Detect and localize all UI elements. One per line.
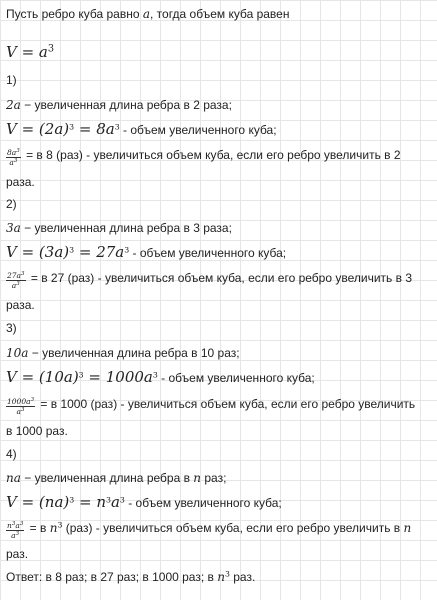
step-1-volume-line: $V = (2a)^3 = 8a^3$ - объем увеличенного куба; xyxy=(6,120,277,138)
step-2-fraction: $\frac{27a^3}{a^3}$ xyxy=(7,271,25,290)
step-4-edge-line: na − увеличенная длина ребра в n раз; xyxy=(6,471,227,485)
step-1-fraction: $\frac{8a^3}{a^3}$ xyxy=(7,148,20,167)
step-3-number: 3) xyxy=(6,321,17,335)
step-2-number: 2) xyxy=(6,197,17,211)
step-3-ratio-line: $\frac{1000a^3}{a^3}$ = в 1000 (раз) - увеличиться объем куба, если его ребро увеличить xyxy=(7,397,416,416)
step-4-volume-line: $V = (na)^3 = n^3a^3$ - объем увеличенного куба; xyxy=(6,493,282,511)
step-2-ratio-line: $\frac{27a^3}{a^3}$ = в 27 (раз) - увеличиться объем куба, если его ребро увеличить в 3 xyxy=(7,271,412,290)
step-2-continuation: раза. xyxy=(6,298,35,312)
step-1-ratio-line: $\frac{8a^3}{a^3}$ = в 8 (раз) - увеличиться объем куба, если его ребро увеличить в 2 xyxy=(7,148,401,167)
base-formula: $V = a^3$ xyxy=(6,43,55,61)
step-3-volume-line: $V = (10a)^3 = 1000a^3$ - объем увеличенного куба; xyxy=(6,368,315,386)
step-4-ratio-line: $\frac{n^3a^3}{a^3}$ = в $n^3$ (раз) - увеличиться объем куба, если его ребро увеличить в n xyxy=(7,520,412,540)
step-2-volume-line: $V = (3a)^3 = 27a^3$ - объем увеличенного куба; xyxy=(6,243,287,261)
answer-line: Ответ: в 8 раз; в 27 раз; в 1000 раз; в $n^3$ раз. xyxy=(6,569,256,584)
step-1-edge-line: 2a − увеличенная длина ребра в 2 раза; xyxy=(6,98,232,112)
step-1-continuation: раза. xyxy=(6,175,35,189)
step-4-continuation: раз. xyxy=(6,547,29,561)
step-3-edge-line: 10a − увеличенная длина ребра в 10 раз; xyxy=(6,346,240,360)
step-3-continuation: в 1000 раз. xyxy=(6,424,68,438)
step-2-edge-line: 3a − увеличенная длина ребра в 3 раза; xyxy=(6,221,232,235)
step-1-number: 1) xyxy=(6,73,17,87)
step-3-fraction: $\frac{1000a^3}{a^3}$ xyxy=(7,397,35,416)
step-4-fraction: $\frac{n^3a^3}{a^3}$ xyxy=(7,521,24,540)
step-4-number: 4) xyxy=(6,447,17,461)
intro-line: Пусть ребро куба равно a, тогда объем куба равен xyxy=(6,7,290,21)
